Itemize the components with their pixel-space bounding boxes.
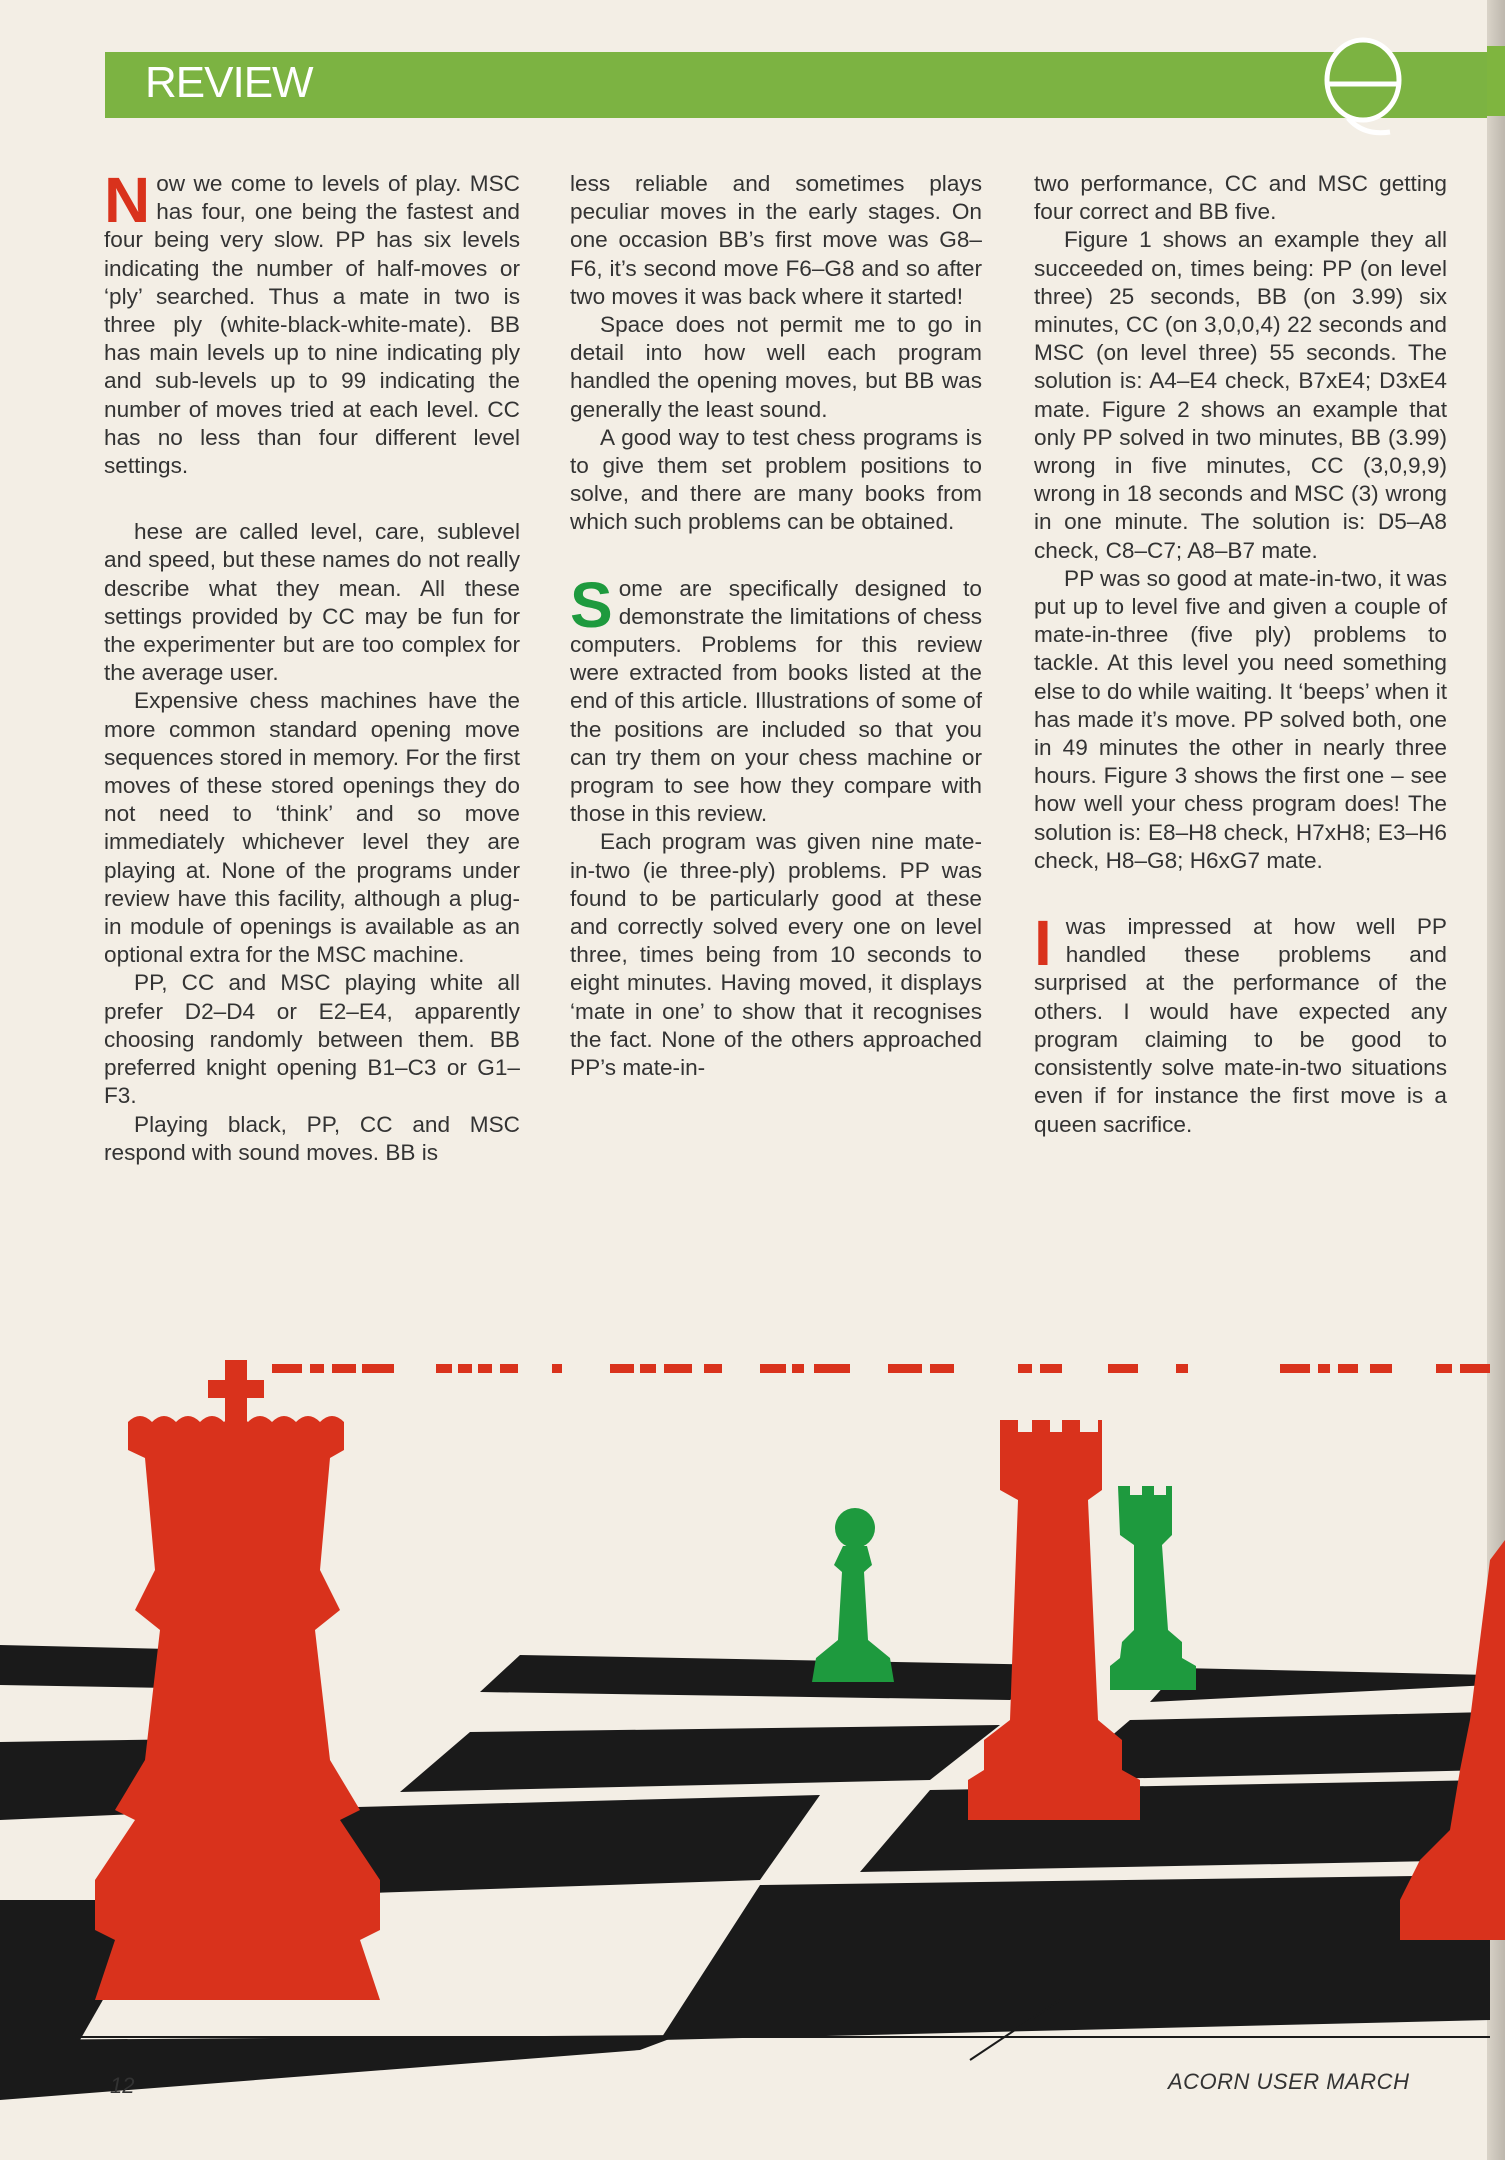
green-pawn-piece [812,1508,894,1682]
section-header [105,52,1487,118]
page-number: 12 [110,2073,135,2098]
paragraph [570,568,982,829]
drop-cap: I [1034,907,1052,980]
dashed-horizon-line [272,1364,1490,1373]
paragraph: PP, CC and MSC playing white all prefer D2–D4 or E2–E4, apparently choosing randomly between them. BB preferred knight opening B1–C3 or G1–F3. [104,970,520,1109]
magazine-footer: ACORN USER MARCH [1168,2069,1410,2094]
section-title: REVIEW [145,58,313,107]
paragraph: Space does not permit me to go in detail into how well each program handled the opening moves, but BB was generally the least sound. [570,312,982,422]
article-column-3 [1034,170,1447,1139]
paragraph: Expensive chess machines have the more common standard opening move sequences stored in memory. For the first moves of these stored openings they do not need to ‘think’ and so move immediately whichever level they are playing at. None of the programs under review have this facility, although a plug-in module of openings is available as an optional extra for the MSC machine. [104,688,520,968]
article-column-1 [104,164,520,1167]
paragraph [1034,907,1447,1139]
green-rook-piece [1110,1486,1196,1690]
article-column-2 [570,170,982,1082]
paragraph: Playing black, PP, CC and MSC respond with sound moves. BB is [104,1111,520,1165]
paragraph: PP was so good at mate-in-two, it was put up to level five and given a couple of mate-in-three (five ply) problems to tackle. At this level you need something else to do while waiting. It ‘beeps’ when it has made it’s move. PP solved both, one in 49 minutes the other in nearly three hours. Figure 3 shows the first one – see how well your chess program does! The solution is: E8–H8 check, H7xH8; E3–H6 check, H8–G8; H6xG7 mate. [1034,565,1447,873]
drop-cap: N [104,164,151,236]
paragraph: hese are called level, care, sublevel and speed, but these names do not really describe what they mean. All these settings provided by CC may be fun for the experimenter but are too complex for the average user. [104,519,520,686]
drop-cap: S [570,568,613,641]
paragraph-text: ome are specifically designed to demonstrate the limitations of chess computers. Problems for this review were extracted from books listed at the end of this article. Illustrations of some of the positions are included so that you can try them on your chess machine or program to see how they compare with those in this review. [570,575,982,827]
paragraph [104,164,520,480]
paragraph: Figure 1 shows an example they all succeeded on, times being: PP (on level three) 25 seconds, BB (on 3.99) six minutes, CC (on 3,0,0,4) 22 seconds and MSC (on level three) 55 seconds. The solution is: A4–E4 check, B7xE4; D3xE4 mate. Figure 2 shows an example that only PP solved in two minutes, BB (3.99) wrong in five minutes, CC (3,0,9,9) wrong in 18 seconds and MSC (3) wrong in one minute. The solution is: D5–A8 check, C8–C7; A8–B7 mate. [1034,227,1447,563]
spine-tab [1487,46,1505,116]
acorn-logo-icon [1318,36,1408,140]
paragraph: two performance, CC and MSC getting four correct and BB five. [1034,171,1447,225]
paragraph-text: was impressed at how well PP handled these problems and surprised at the performance of the others. I would have expected any program claiming to be good to consistently solve mate-in-two situations even if for instance the first move is a queen sacrifice. [1034,914,1447,1137]
paragraph-text: ow we come to levels of play. MSC has four, one being the fastest and four being very slow. PP has six levels indicating the number of half-moves or ‘ply’ searched. Thus a mate in two is three ply (white-black-white-mate). BB has main levels up to nine indicating ply and sub-levels up to 99 indicating the number of moves tried at each level. CC has no less than four different level settings. [104,171,520,479]
chessboard-illustration [0,1340,1505,2100]
paragraph: Each program was given nine mate-in-two (ie three-ply) problems. PP was found to be particularly good at these and correctly solved every one on level three, times being from 10 seconds to eight minutes. Having moved, it displays ‘mate in one’ to show that it recognises the fact. None of the others approached PP’s mate-in- [570,829,982,1081]
red-rook-piece [968,1420,1140,1820]
paragraph: less reliable and sometimes plays peculiar moves in the early stages. On one occasion BB’s first move was G8–F6, it’s second move F6–G8 and so after two moves it was back where it started! [570,171,982,309]
paragraph: A good way to test chess programs is to give them set problem positions to solve, and there are many books from which such problems can be obtained. [570,424,982,535]
